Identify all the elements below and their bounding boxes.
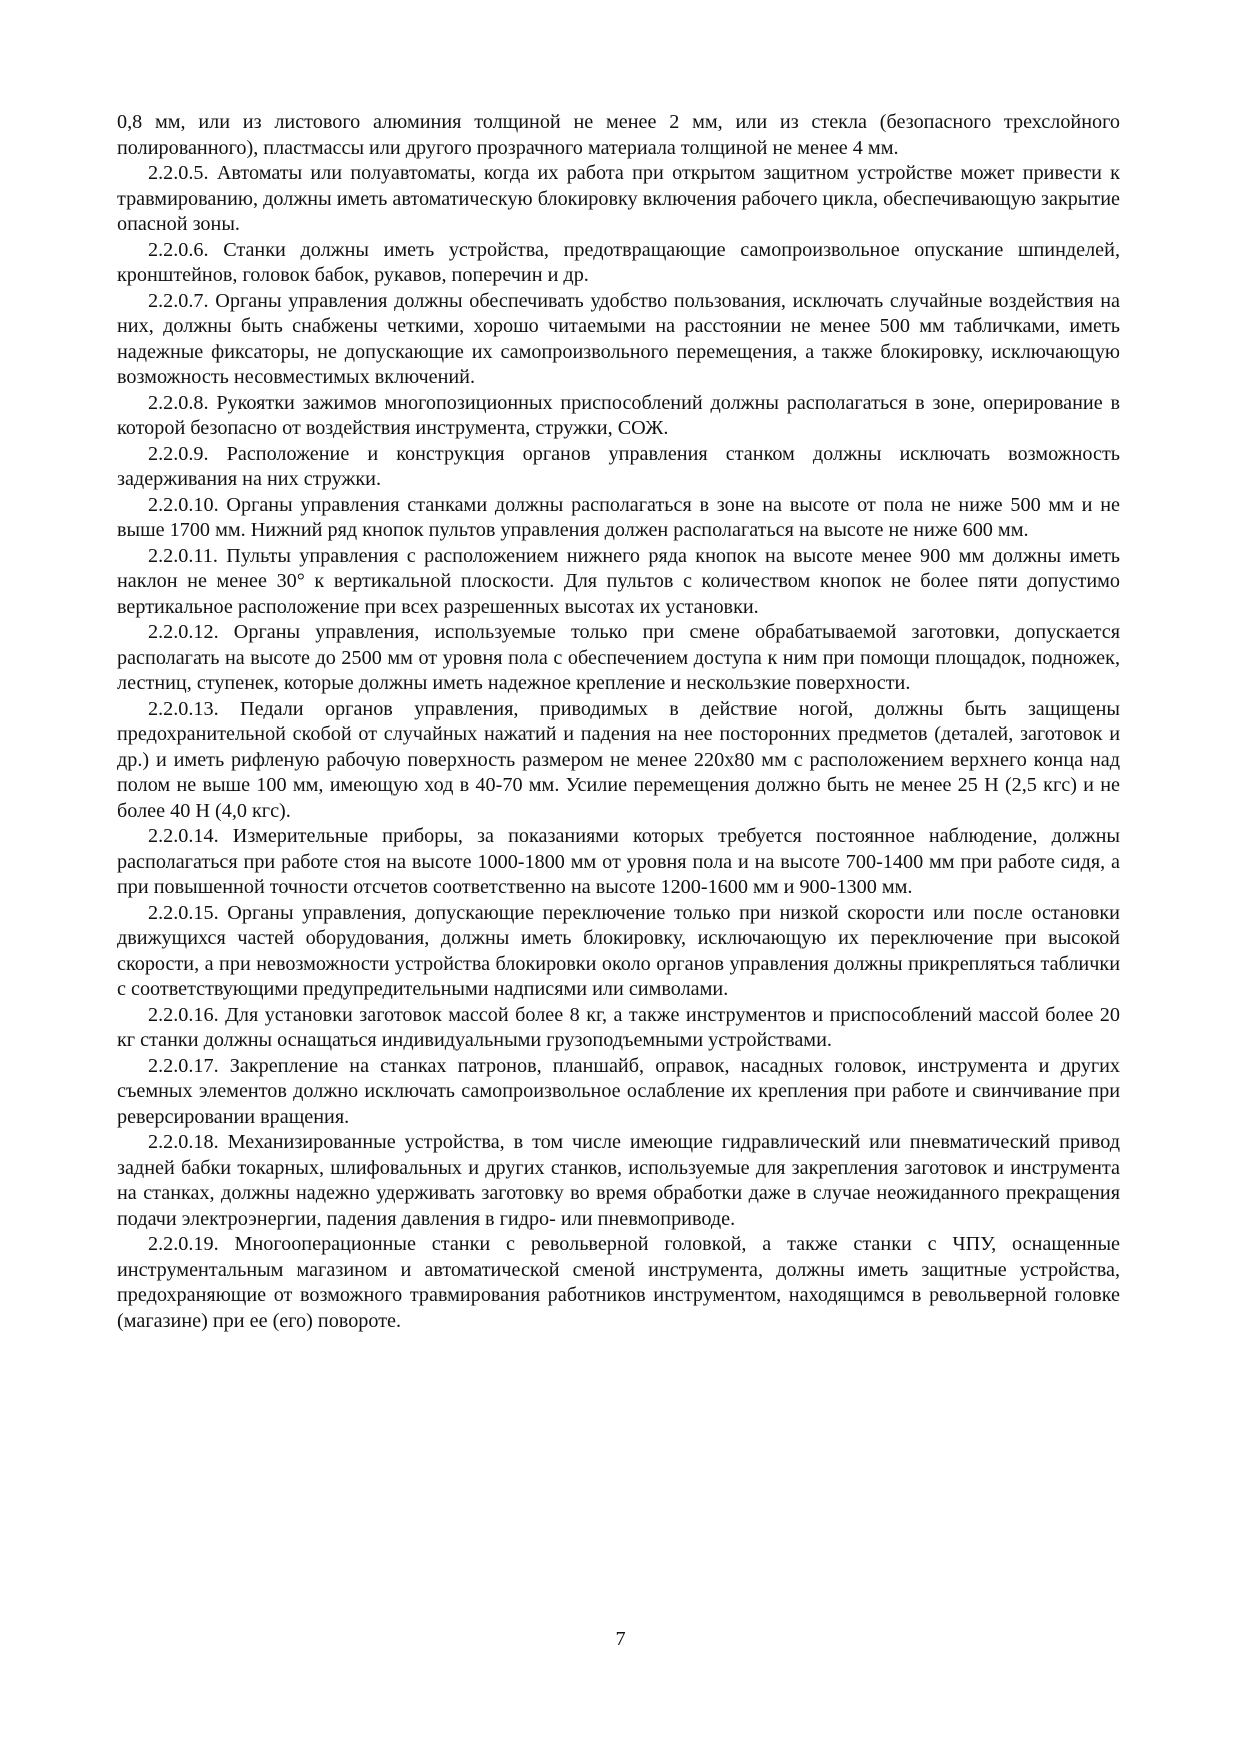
document-page [117,110,1120,1334]
paragraph-2-2-0-18: 2.2.0.18. Механизированные устройства, в том числе имеющие гидравлический или пневматический привод задней бабки токарных, шлифовальных и других станков, используемые для закрепления заготовок и инструмента на станках, должны надежно удерживать заготовку во время обработки даже в случае неожиданного прекращения подачи электроэнергии, падения давления в гидро- или пневмоприводе. [117,1131,1120,1230]
paragraph-2-2-0-14: 2.2.0.14. Измерительные приборы, за показаниями которых требуется постоянное наблюдение, должны располагаться при работе стоя на высоте 1000-1800 мм от уровня пола и на высоте 700-1400 мм при работе сидя, а при повышенной точности отсчетов соответственно на высоте 1200-1600 мм и 900-1300 мм. [117,825,1120,898]
paragraph-2-2-0-15: 2.2.0.15. Органы управления, допускающие переключение только при низкой скорости или после остановки движущихся частей оборудования, должны иметь блокировку, исключающую их переключение при высокой скорости, а при невозможности устройства блокировки около органов управления должны прикрепляться таблички с соответствующими предупредительными надписями или символами. [117,901,1120,1000]
paragraph-2-2-0-12: 2.2.0.12. Органы управления, используемые только при смене обрабатываемой заготовки, допускается располагать на высоте до 2500 мм от уровня пола с обеспечением доступа к ним при помощи площадок, подножек, лестниц, ступенек, которые должны иметь надежное крепление и нескользкие поверхности. [117,621,1120,694]
paragraph-continuation: 0,8 мм, или из листового алюминия толщиной не менее 2 мм, или из стекла (безопасного трехслойного полированного), пластмассы или другого прозрачного материала толщиной не менее 4 мм. [117,111,1120,159]
paragraph-2-2-0-7: 2.2.0.7. Органы управления должны обеспечивать удобство пользования, исключать случайные воздействия на них, должны быть снабжены четкими, хорошо читаемыми на расстоянии не менее 500 мм табличками, иметь надежные фиксаторы, не допускающие их самопроизвольного перемещения, а также блокировку, исключающую возможность несовместимых включений. [117,289,1120,388]
paragraph-2-2-0-8: 2.2.0.8. Рукоятки зажимов многопозиционных приспособлений должны располагаться в зоне, оперирование в которой безопасно от воздействия инструмента, стружки, СОЖ. [117,391,1120,439]
paragraph-2-2-0-6: 2.2.0.6. Станки должны иметь устройства, предотвращающие самопроизвольное опускание шпинделей, кронштейнов, головок бабок, рукавов, поперечин и др. [117,238,1120,286]
paragraph-2-2-0-11: 2.2.0.11. Пульты управления с расположением нижнего ряда кнопок на высоте менее 900 мм должны иметь наклон не менее 30° к вертикальной плоскости. Для пультов с количеством кнопок не более пяти допустимо вертикальное расположение при всех разрешенных высотах их установки. [117,544,1120,618]
paragraph-2-2-0-10: 2.2.0.10. Органы управления станками должны располагаться в зоне на высоте от пола не ниже 500 мм и не выше 1700 мм. Нижний ряд кнопок пультов управления должен располагаться на высоте не ниже 600 мм. [117,493,1120,541]
paragraph-2-2-0-17: 2.2.0.17. Закрепление на станках патронов, планшайб, оправок, насадных головок, инструмента и других съемных элементов должно исключать самопроизвольное ослабление их крепления при работе и свинчивание при реверсировании вращения. [117,1054,1120,1128]
paragraph-2-2-0-16: 2.2.0.16. Для установки заготовок массой более 8 кг, а также инструментов и приспособлений массой более 20 кг станки должны оснащаться индивидуальными грузоподъемными устройствами. [117,1003,1120,1051]
page-number: 7 [615,1628,626,1650]
paragraph-2-2-0-19: 2.2.0.19. Многооперационные станки с револьверной головкой, а также станки с ЧПУ, оснащенные инструментальным магазином и автоматической сменой инструмента, должны иметь защитные устройства, предохраняющие от возможного травмирования работников инструментом, находящимся в револьверной головке (магазине) при ее (его) повороте. [117,1233,1120,1332]
paragraph-2-2-0-9: 2.2.0.9. Расположение и конструкция органов управления станком должны исключать возможность задерживания на них стружки. [117,442,1120,490]
paragraph-2-2-0-5: 2.2.0.5. Автоматы или полуавтоматы, когда их работа при открытом защитном устройстве может привести к травмированию, должны иметь автоматическую блокировку включения рабочего цикла, обеспечивающую закрытие опасной зоны. [117,162,1120,235]
paragraph-2-2-0-13: 2.2.0.13. Педали органов управления, приводимых в действие ногой, должны быть защищены предохранительной скобой от случайных нажатий и падения на нее посторонних предметов (деталей, заготовок и др.) и иметь рифленую рабочую поверхность размером не менее 220x80 мм с расположением верхнего конца над полом не выше 100 мм, имеющую ход в 40-70 мм. Усилие перемещения должно быть не менее 25 Н (2,5 кгс) и не более 40 Н (4,0 кгс). [117,697,1120,822]
